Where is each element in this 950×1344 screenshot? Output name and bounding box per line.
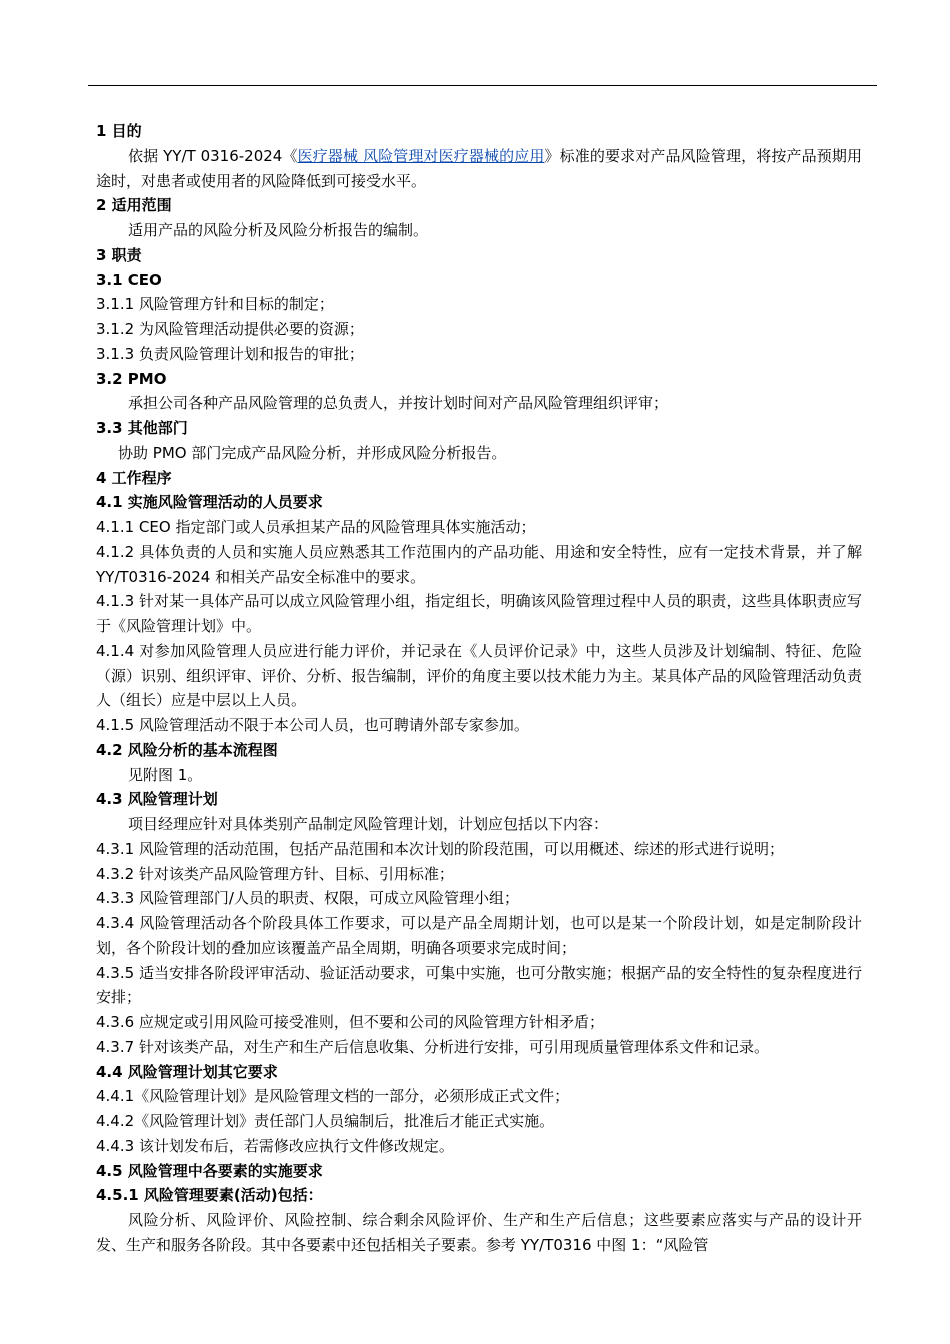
section-3-heading: 3 职责 [96, 245, 142, 264]
item-4-4-3: 4.4.3 该计划发布后，若需修改应执行文件修改规定。 [96, 1136, 454, 1155]
section-4-3-paragraph: 项目经理应针对具体类别产品制定风险管理计划，计划应包括以下内容： [128, 815, 609, 833]
document-body [96, 119, 862, 1258]
section-4-5-1-heading: 4.5.1 风险管理要素(活动)包括： [96, 1186, 323, 1205]
item-4-4-1: 4.4.1《风险管理计划》是风险管理文档的一部分，必须形成正式文件； [96, 1087, 570, 1106]
section-4-heading: 4 工作程序 [96, 468, 172, 487]
section-3-1-heading: 3.1 CEO [96, 270, 162, 289]
item-4-3-3: 4.3.3 风险管理部门/人员的职责、权限，可成立风险管理小组； [96, 889, 519, 908]
standard-title-link[interactable]: 医疗器械 风险管理对医疗器械的应用 [297, 146, 545, 165]
section-3-3-heading: 3.3 其他部门 [96, 419, 188, 437]
section-2-paragraph: 适用产品的风险分析及风险分析报告的编制。 [128, 221, 429, 239]
purpose-text-pre: 依据 YY/T 0316-2024《 [128, 146, 298, 165]
item-4-3-7: 4.3.7 针对该类产品，对生产和生产后信息收集、分析进行安排，可引用现质量管理体系文件和记录。 [96, 1037, 769, 1056]
item-4-1-4: 4.1.4 对参加风险管理人员应进行能力评价，并记录在《人员评价记录》中，这些人员涉及计划编制、特征、危险（源）识别、组织评审、评价、分析、报告编制，评价的角度主要以技术能力为主。某具体产品的风险管理活动负责人（组长）应是中层以上人员。 [96, 641, 862, 710]
section-4-2-paragraph: 见附图 1。 [128, 765, 203, 784]
item-4-3-5: 4.3.5 适当安排各阶段评审活动、验证活动要求，可集中实施，也可分散实施；根据产品的安全特性的复杂程度进行安排； [96, 963, 862, 1007]
section-4-5-heading: 4.5 风险管理中各要素的实施要求 [96, 1161, 323, 1180]
section-1-heading: 1 目的 [96, 122, 142, 140]
section-4-3-heading: 4.3 风险管理计划 [96, 790, 218, 809]
item-4-3-4: 4.3.4 风险管理活动各个阶段具体工作要求，可以是产品全周期计划，也可以是某一个阶段计划，如是定制阶段计划，各个阶段计划的叠加应该覆盖产品全周期，明确各项要求完成时间； [96, 914, 862, 957]
item-4-3-2: 4.3.2 针对该类产品风险管理方针、目标、引用标准； [96, 864, 454, 883]
section-3-3-paragraph: 协助 PMO 部门完成产品风险分析，并形成风险分析报告。 [118, 443, 507, 462]
item-3-1-2: 3.1.2 为风险管理活动提供必要的资源； [96, 320, 364, 338]
section-3-2-heading: 3.2 PMO [96, 369, 167, 388]
section-4-2-heading: 4.2 风险分析的基本流程图 [96, 740, 278, 759]
item-3-1-3: 3.1.3 负责风险管理计划和报告的审批； [96, 344, 364, 363]
item-4-4-2: 4.4.2《风险管理计划》责任部门人员编制后，批准后才能正式实施。 [96, 1112, 555, 1130]
purpose-text-post: 》标准的要求对产品风险管理，将按产品预期用途时，对患者或使用者的风险降低到可接受水平。 [96, 146, 862, 190]
item-4-1-5: 4.1.5 风险管理活动不限于本公司人员，也可聘请外部专家参加。 [96, 716, 529, 734]
header-rule [88, 85, 877, 86]
item-4-1-1: 4.1.1 CEO 指定部门或人员承担某产品的风险管理具体实施活动； [96, 518, 536, 536]
section-3-2-paragraph: 承担公司各种产品风险管理的总负责人，并按计划时间对产品风险管理组织评审； [128, 394, 669, 413]
section-4-1-heading: 4.1 实施风险管理活动的人员要求 [96, 493, 323, 512]
section-4-5-1-paragraph: 风险分析、风险评价、风险控制、综合剩余风险评价、生产和生产后信息；这些要素应落实与产品的设计开发、生产和服务各阶段。其中各要素中还包括相关子要素。参考 YY/T0316 中图 1：“风险管 [96, 1211, 862, 1254]
item-4-1-2: 4.1.2 具体负责的人员和实施人员应熟悉其工作范围内的产品功能、用途和安全特性，应有一定技术背景，并了解 YY/T0316-2024 和相关产品安全标准中的要求。 [96, 542, 862, 586]
section-4-4-heading: 4.4 风险管理计划其它要求 [96, 1062, 278, 1081]
section-1-paragraph [96, 144, 862, 194]
item-3-1-1: 3.1.1 风险管理方针和目标的制定； [96, 295, 334, 314]
item-4-3-6: 4.3.6 应规定或引用风险可接受准则，但不要和公司的风险管理方针相矛盾； [96, 1013, 604, 1031]
item-4-3-1: 4.3.1 风险管理的活动范围，包括产品范围和本次计划的阶段范围，可以用概述、综述的形式进行说明； [96, 839, 784, 858]
item-4-1-3: 4.1.3 针对某一具体产品可以成立风险管理小组，指定组长，明确该风险管理过程中人员的职责，这些具体职责应写于《风险管理计划》中。 [96, 592, 862, 635]
section-2-heading: 2 适用范围 [96, 196, 172, 215]
